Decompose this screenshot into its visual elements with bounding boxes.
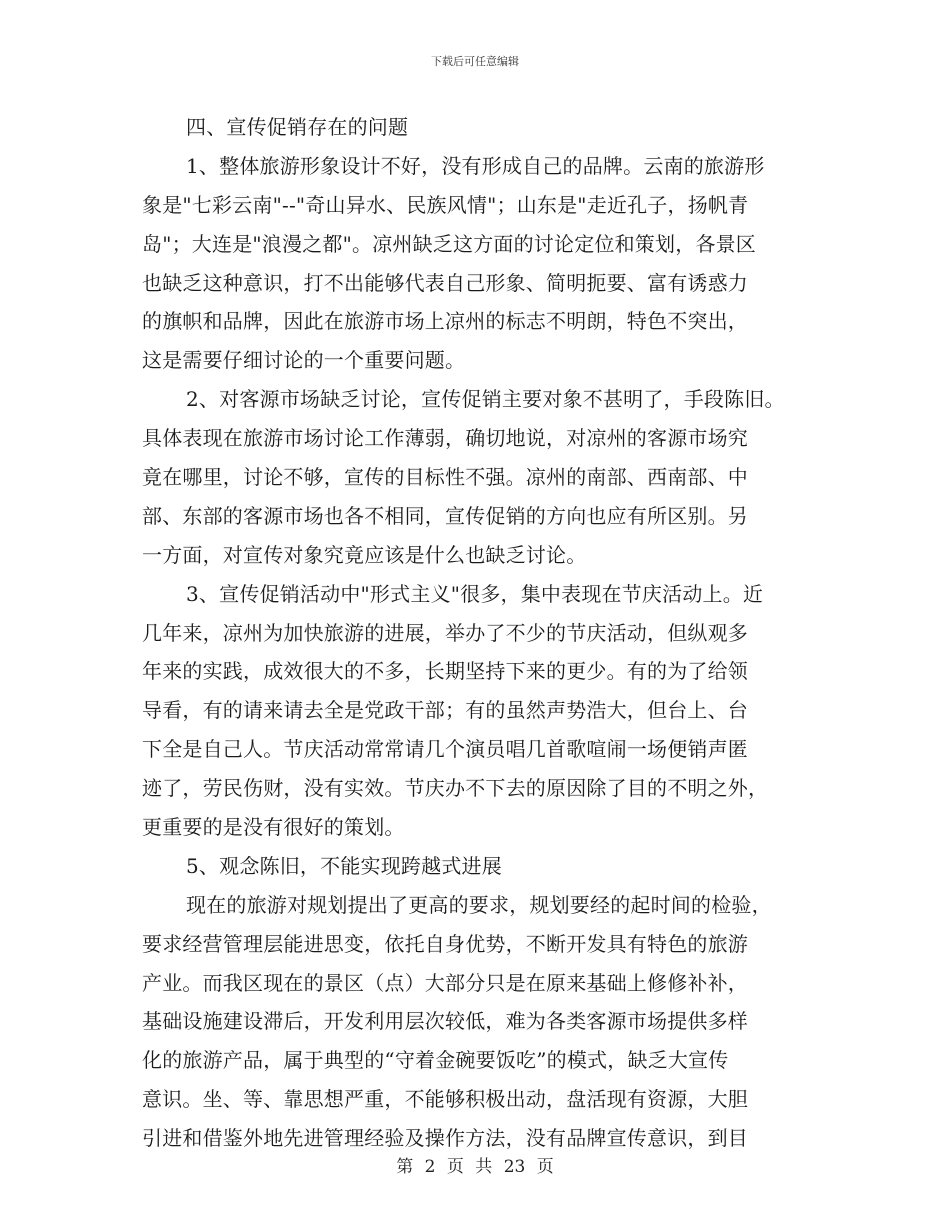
body-text-line: 也缺乏这种意识，打不出能够代表自己形象、简明扼要、富有诱惑力 [142, 270, 748, 295]
body-text-line: 产业。而我区现在的景区（点）大部分只是在原来基础上修修补补， [142, 970, 748, 995]
body-text-line: 下全是自己人。节庆活动常常请几个演员唱几首歌喧闹一场便销声匿 [142, 737, 748, 762]
body-text-line: 要求经营管理层能进思变，依托自身优势，不断开发具有特色的旅游 [142, 931, 748, 956]
body-text-line: 3、宣传促销活动中"形式主义"很多，集中表现在节庆活动上。近 [186, 581, 764, 606]
body-text-line: 5、观念陈旧，不能实现跨越式进展 [186, 853, 502, 878]
body-text-line: 意识。坐、等、靠思想严重，不能够积极出动，盘活现有资源，大胆 [142, 1087, 748, 1112]
body-text-line: 化的旅游产品，属于典型的“守着金碗要饭吃”的模式，缺乏大宣传 [142, 1048, 729, 1073]
body-text-line: 象是"七彩云南"--"奇山异水、民族风情"；山东是"走近孔子，扬帆青 [142, 192, 749, 217]
body-text-line: 部、东部的客源市场也各不相同，宣传促销的方向也应有所区别。另 [142, 503, 748, 528]
body-text-line: 这是需要仔细讨论的一个重要问题。 [142, 348, 466, 373]
body-text-line: 2、对客源市场缺乏讨论，宣传促销主要对象不甚明了，手段陈旧。 [186, 387, 785, 412]
body-text-line: 具体表现在旅游市场讨论工作薄弱，确切地说，对凉州的客源市场究 [142, 426, 748, 451]
body-text-line: 岛"；大连是"浪漫之都"。凉州缺乏这方面的讨论定位和策划，各景区 [142, 231, 756, 256]
body-text-line: 年来的实践，成效很大的不多，长期坚持下来的更少。有的为了给领 [142, 659, 748, 684]
body-text-line: 1、整体旅游形象设计不好，没有形成自己的品牌。云南的旅游形 [186, 153, 765, 178]
body-text-line: 一方面，对宣传对象究竟应该是什么也缺乏讨论。 [142, 542, 587, 567]
body-text-line: 竟在哪里，讨论不够，宣传的目标性不强。凉州的南部、西南部、中 [142, 465, 748, 490]
page-number-footer: 第 2 页 共 23 页 [396, 1157, 554, 1177]
body-text-line: 的旗帜和品牌，因此在旅游市场上凉州的标志不明朗，特色不突出， [142, 309, 748, 334]
body-text-line: 引进和借鉴外地先进管理经验及操作方法，没有品牌宣传意识，到目 [142, 1126, 748, 1151]
body-text-line: 基础设施建设滞后，开发利用层次较低，难为各类客源市场提供多样 [142, 1009, 748, 1034]
document-body [142, 108, 822, 1158]
body-text-line: 导看，有的请来请去全是党政干部；有的虽然声势浩大，但台上、台 [142, 698, 748, 723]
body-text-line: 更重要的是没有很好的策划。 [142, 815, 405, 840]
body-text-line: 四、宣传促销存在的问题 [186, 115, 409, 139]
body-text-line: 几年来，凉州为加快旅游的进展，举办了不少的节庆活动，但纵观多 [142, 620, 748, 645]
body-text-line: 迹了，劳民伤财，没有实效。节庆办不下去的原因除了目的不明之外， [142, 776, 769, 801]
body-text-line: 现在的旅游对规划提出了更高的要求，规划要经的起时间的检验， [186, 892, 772, 917]
page-header-note: 下载后可任意编辑 [431, 55, 519, 68]
